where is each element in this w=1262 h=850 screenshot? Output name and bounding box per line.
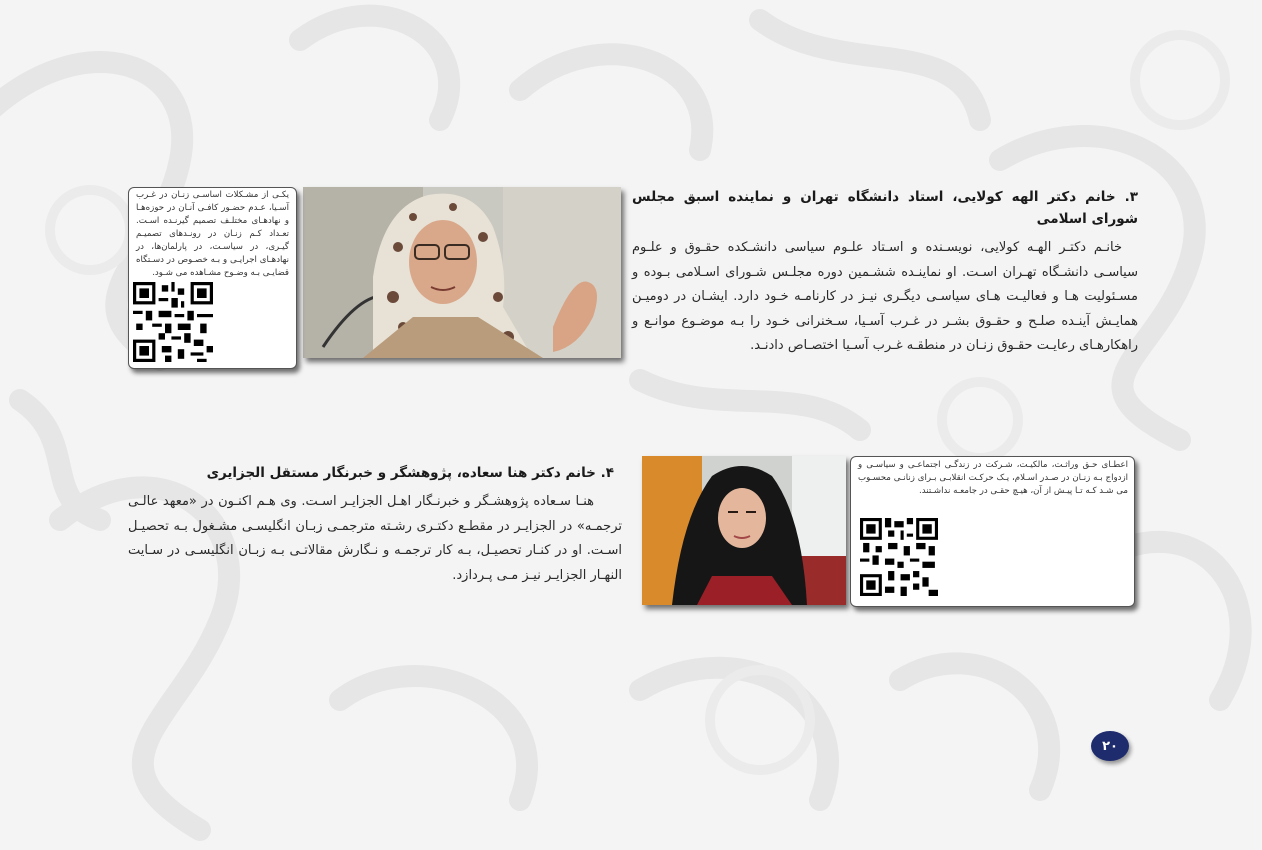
kolaei-photo [303,187,621,358]
section-3-heading: ۳. خانم دکتر الهه کولایی، استاد دانشگاه تهران و نماینده اسبق مجلس شورای اسلامی [632,189,1138,227]
page-number: ۲۰ [1091,731,1129,761]
section-4-caption: اعطـای حـق وراثـت، مالکیـت، شـرکت در زندگـی اجتماعـی و سیاسـی و ازدواج بـه زنـان در صـدر اسـلام، یـک حرکـت انقلابـی بـرای زنانـی محسـوب می شـد کـه تـا پیـش از آن، هیـچ حقـی در جامعـه نداشـتند. [858,460,1128,496]
saadeh-photo [642,456,846,605]
section-4-heading: ۴. خانم دکتر هنا سعاده، پژوهشگر و خبرنگار مستقل الجزایری [206,465,614,481]
section-4-body: هنـا سـعاده پژوهشـگر و خبرنـگار اهـل الجزایـر اسـت. وی هـم اکنـون در «معهد عالـی ترجمـه» در الجزایـر در مقطـع دکتـری رشـته مترجمـی زبـان انگلیسـی مشـغول بـه تحصیـل اسـت. او در کنـار تحصیـل، بـه کار ترجمـه و نـگارش مقالاتـی بـه زبـان انگلیسـی در سـایت النهـار الجزایـر نیـز مـی پـردازد. [128,494,622,583]
qr-code-icon [860,518,938,596]
section-3-body: خانـم دکتـر الهـه کولایی، نویسـنده و اسـتاد علـوم سیاسی دانشـکده حقـوق و علـوم سیاسـی دانشـگاه تهـران اسـت. او نماینـده ششـمین دوره مجلـس شـورای اسـلامی بـوده و مسـئولیت هـا و فعالیـت هـای سیاسـی دیگـری نیـز در کارنامـه خـود دارد. ایشـان در دومیـن همایـش آینـده صلـح و حقـوق بشـر در غـرب آسـیا، سـخنرانی خـود را بـه موضـوع موانـع و راهکارهـای رعایـت حقـوق زنـان در منطقـه غـرب آسـیا اختصـاص دادنـد. [632,240,1138,353]
qr-code-icon [133,282,213,362]
section-3-caption: یکـی از مشـکلات اساسـی زنـان در غـرب آسـیا، عـدم حضـور کافـی آنـان در حوزه‌هـا و نهادهـای مختلـف تصمیم گیرنـده اسـت. تعـداد کـم زنـان در رونـدهای تصمیـم گیـری، در سیاسـت، در پارلمان‌ها، در نهادهـای اجرایـی و بـه خصـوص در دسـتگاه قضایـی بـه وضـوح مشـاهده می شـود. [136,190,289,278]
section-3-text [632,186,1138,359]
section-4-text [128,462,622,588]
